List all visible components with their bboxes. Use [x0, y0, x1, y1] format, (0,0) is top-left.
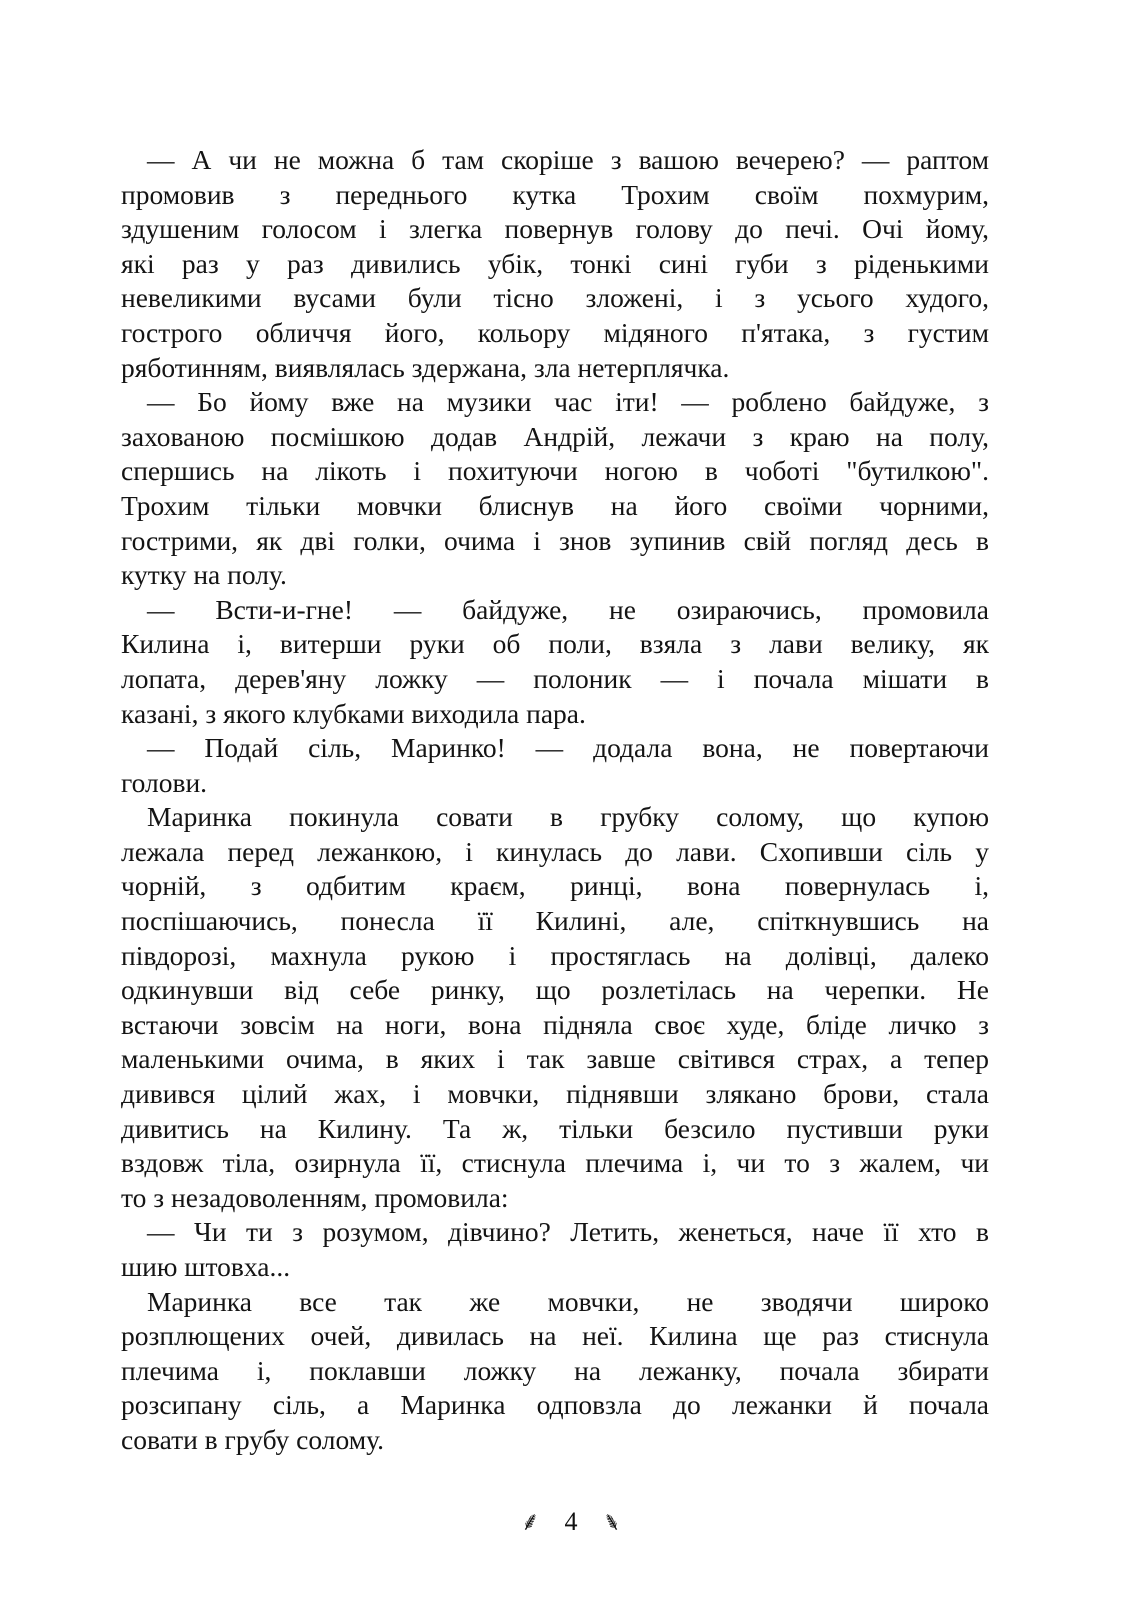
text-line: півдорозі, махнула рукою і простяглась на долівці, далеко [121, 939, 989, 971]
text-line: розсипану сіль, а Маринка одповзла до лежанки й почала [121, 1389, 989, 1421]
text-line: спершись на лікоть і похитуючи ногою в чоботі "бутилкою". [121, 455, 989, 487]
text-line: — Бо йому вже на музики час іти! — роблено байдуже, з [147, 386, 989, 418]
text-line: совати в грубу солому. [121, 1423, 384, 1455]
page-number: 4 [564, 1507, 578, 1536]
text-line: одкинувши від себе ринку, що розлетілась на черепки. Не [121, 974, 989, 1006]
paragraph [121, 1285, 989, 1458]
page-footer [0, 1502, 1142, 1538]
paragraph [121, 1215, 989, 1284]
text-line: плечима і, поклавши ложку на лежанку, почала збирати [121, 1354, 989, 1386]
paragraph [121, 731, 989, 800]
text-line: — Вcти-и-гне! — байдуже, не озираючись, промовила [147, 593, 989, 625]
text-line: дивитись на Килину. Та ж, тільки безсило пустивши руки [121, 1112, 989, 1144]
paragraph [121, 143, 989, 385]
text-line: кутку на полу. [121, 559, 287, 591]
text-line: Маринка покинула совати в грубку солому, що купою [147, 801, 989, 833]
text-line: Трохим тільки мовчки блиснув на його своїми чорними, [121, 489, 989, 521]
text-line: промовив з переднього кутка Трохим своїм похмурим, [121, 178, 989, 210]
body-text [121, 143, 989, 1458]
text-line: гострими, як дві голки, очима і знов зупинив свій погляд десь в [121, 524, 989, 556]
text-line: лопата, дерев'яну ложку — полоник — і почала мішати в [121, 662, 989, 694]
text-line: Килина і, витерши руки об поли, взяла з лави велику, як [121, 628, 989, 660]
text-line: голови. [121, 766, 208, 798]
text-line: вздовж тіла, озирнула її, стиснула плечима і, чи то з жалем, чи [121, 1147, 989, 1179]
paragraph [121, 593, 989, 731]
text-line: які раз у раз дивились убік, тонкі сині губи з ріденькими [121, 247, 989, 279]
text-line: розплющених очей, дивилась на неї. Килина ще раз стиснула [121, 1320, 989, 1352]
ornament-left-icon: ⸙ [520, 1507, 540, 1536]
text-line: казані, з якого клубками виходила пара. [121, 697, 586, 729]
paragraph [121, 385, 989, 593]
text-line: Маринка все так же мовчки, не зводячи широко [147, 1285, 989, 1317]
paragraph [121, 800, 989, 1215]
text-line: — А чи не можна б там скоріше з вашою вечерею? — раптом [147, 144, 989, 175]
text-line: лежала перед лежанкою, і кинулась до лави. Схопивши сіль у [121, 835, 989, 867]
ornament-right-icon: ⸙ [602, 1507, 622, 1536]
text-line: — Чи ти з розумом, дівчино? Летить, женеться, наче її хто в [147, 1216, 989, 1248]
text-line: встаючи зовсім на ноги, вона підняла своє худе, бліде личко з [121, 1008, 989, 1040]
text-line: чорній, з одбитим краєм, ринці, вона повернулась і, [121, 870, 989, 902]
text-line: маленькими очима, в яких і так завше світився страх, а тепер [121, 1043, 989, 1075]
text-line: здушеним голосом і злегка повернув голову до печі. Очі йому, [121, 213, 989, 245]
text-line: то з незадоволенням, промовила: [121, 1181, 509, 1213]
text-line: гострого обличчя його, кольору мідяного п'ятака, з густим [121, 316, 989, 348]
text-line: шию штовха... [121, 1251, 291, 1282]
text-line: захованою посмішкою додав Андрій, лежачи з краю на полу, [121, 420, 989, 452]
text-line: поспішаючись, понесла її Килині, але, спіткнувшись на [121, 905, 989, 937]
text-line: — Подай сіль, Маринко! — додала вона, не повертаючи [147, 732, 989, 764]
text-line: дивився цілий жах, і мовчки, піднявши злякано брови, стала [121, 1078, 989, 1110]
text-line: ряботинням, виявлялась здержана, зла нетерплячка. [121, 351, 730, 383]
text-line: невеликими вусами були тісно зложені, і з усього худого, [121, 282, 989, 314]
